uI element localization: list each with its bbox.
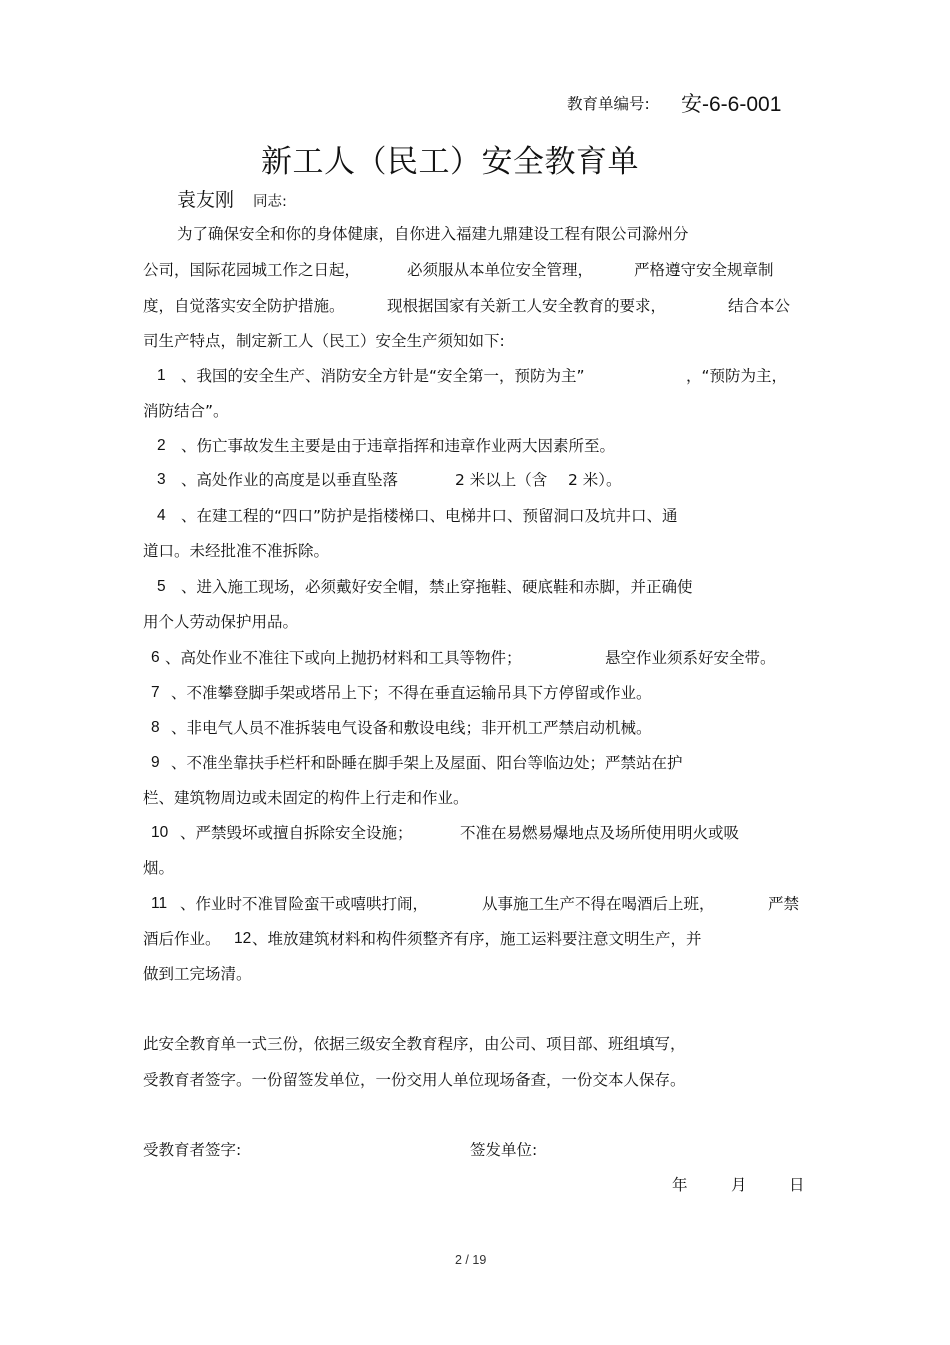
rule-4-text: 、在建工程的“四口”防护是指楼梯口、电梯井口、预留洞口及坑井口、通 <box>181 507 678 525</box>
rule-12-number: 12 <box>234 930 252 947</box>
rule-11-text-c: 严禁 <box>768 895 800 913</box>
intro-line-1: 为了确保安全和你的身体健康，自你进入福建九鼎建设工程有限公司滁州分 <box>177 225 689 243</box>
rule-9-number: 9 <box>151 754 160 771</box>
rule-11-text: 、作业时不准冒险蛮干或嘻哄打闹， <box>180 895 429 913</box>
date-year: 年 <box>672 1176 688 1194</box>
rule-11-number: 11 <box>151 895 168 912</box>
closing-line-1: 此安全教育单一式三份，依据三级安全教育程序，由公司、项目部、班组填写， <box>143 1035 686 1053</box>
rule-3-number: 3 <box>157 471 166 488</box>
rule-9-text-b: 栏、建筑物周边或未固定的构件上行走和作业。 <box>143 789 469 807</box>
addressee-suffix: 同志: <box>253 194 287 210</box>
rule-2-text: 、伤亡事故发生主要是由于违章指挥和违章作业两大因素所至。 <box>181 437 616 455</box>
intro-line-3b: 现根据国家有关新工人安全教育的要求， <box>387 297 667 315</box>
rule-6-text: 、高处作业不准往下或向上抛扔材料和工具等物件； <box>165 649 522 667</box>
page-title: 新工人（民工）安全教育单 <box>261 144 639 180</box>
rule-10-text-b: 不准在易燃易爆地点及场所使用明火或吸 <box>460 824 740 842</box>
rule-5-text-b: 用个人劳动保护用品。 <box>143 613 299 631</box>
rule-1-text-b: ，“预防为主， <box>686 367 788 385</box>
date-day: 日 <box>789 1176 805 1194</box>
rule-11-text-d: 酒后作业。 <box>143 930 221 948</box>
rule-8-number: 8 <box>151 719 160 736</box>
rule-5-text: 、进入施工现场，必须戴好安全帽，禁止穿拖鞋、硬底鞋和赤脚，并正确使 <box>181 578 693 596</box>
rule-3-text-b: 2 米以上（含 <box>455 471 548 489</box>
rule-9-text: 、不准坐靠扶手栏杆和卧睡在脚手架上及屋面、阳台等临边处；严禁站在护 <box>171 754 683 772</box>
rule-1-number: 1 <box>157 367 166 384</box>
rule-10-text-c: 烟。 <box>143 859 175 877</box>
intro-line-3c: 结合本公 <box>728 297 791 315</box>
rule-12-text-b: 做到工完场清。 <box>143 965 252 983</box>
intro-line-2a: 公司，国际花园城工作之日起， <box>143 261 361 279</box>
rule-8-text: 、非电气人员不准拆装电气设备和敷设电线；非开机工严禁启动机械。 <box>171 719 652 737</box>
intro-line-3a: 度，自觉落实安全防护措施。 <box>143 297 345 315</box>
intro-line-2b: 必须服从本单位安全管理， <box>407 261 594 279</box>
rule-5-number: 5 <box>157 578 166 595</box>
rule-1-text: 、我国的安全生产、消防安全方针是“安全第一，预防为主” <box>181 367 585 385</box>
addressee-name: 袁友刚 <box>177 189 235 211</box>
rule-7-number: 7 <box>151 684 160 701</box>
rule-7-text: 、不准攀登脚手架或塔吊上下；不得在垂直运输吊具下方停留或作业。 <box>171 684 652 702</box>
rule-2-number: 2 <box>157 437 166 454</box>
rule-12-text: 、堆放建筑材料和构件须整齐有序，施工运料要注意文明生产，并 <box>252 930 702 948</box>
date-month: 月 <box>731 1176 747 1194</box>
closing-line-2: 受教育者签字。一份留签发单位，一份交用人单位现场备查，一份交本人保存。 <box>143 1071 686 1089</box>
doc-number-label: 教育单编号: <box>567 95 650 113</box>
rule-6-number: 6 <box>151 649 160 666</box>
rule-1-text-c: 消防结合”。 <box>143 402 229 420</box>
rule-3-text-c: 2 米）。 <box>568 471 622 489</box>
doc-number-value: 安-6-6-001 <box>681 93 782 116</box>
intro-line-2c: 严格遵守安全规章制 <box>634 261 774 279</box>
issuing-unit-label: 签发单位: <box>470 1141 538 1159</box>
intro-line-4: 司生产特点，制定新工人（民工）安全生产须知如下: <box>143 332 505 350</box>
rule-4-number: 4 <box>157 507 166 524</box>
page-number: 2 / 19 <box>455 1253 487 1267</box>
rule-10-number: 10 <box>151 824 169 841</box>
rule-6-text-b: 悬空作业须系好安全带。 <box>605 649 776 667</box>
rule-4-text-b: 道口。未经批准不准拆除。 <box>143 542 330 560</box>
rule-11-text-b: 从事施工生产不得在喝酒后上班， <box>482 895 715 913</box>
rule-10-text: 、严禁毁坏或擅自拆除安全设施； <box>180 824 413 842</box>
rule-3-text: 、高处作业的高度是以垂直坠落 <box>181 471 399 489</box>
trainee-signature-label: 受教育者签字: <box>143 1141 242 1159</box>
